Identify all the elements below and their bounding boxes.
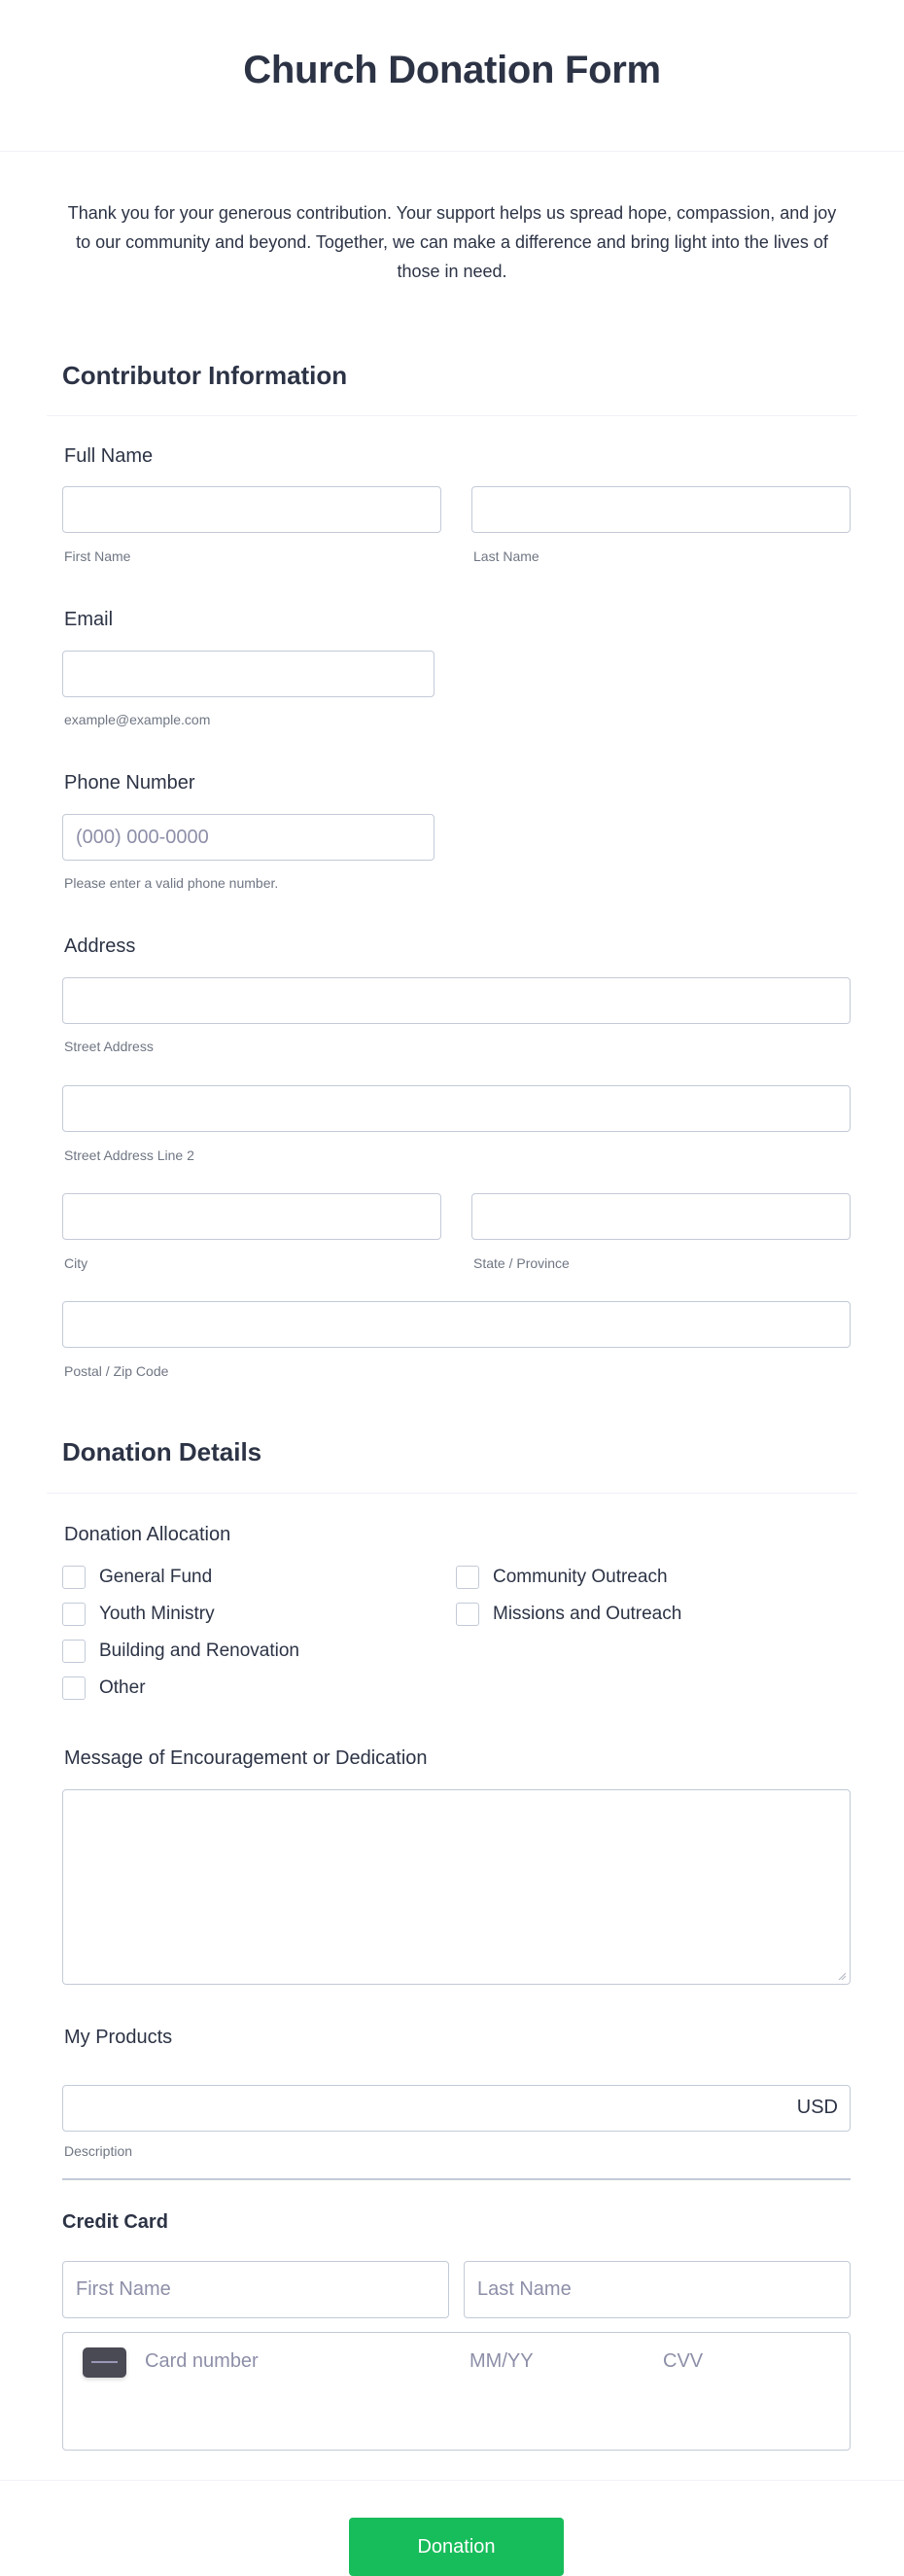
- first-name-sublabel: First Name: [64, 548, 131, 564]
- phone-input[interactable]: [62, 814, 435, 861]
- credit-card-title: Credit Card: [62, 2211, 168, 2233]
- products-divider: [62, 2178, 851, 2180]
- allocation-label: Donation Allocation: [64, 1524, 231, 1545]
- product-amount-input[interactable]: [62, 2085, 851, 2132]
- phone-placeholder: (000) 000-0000: [76, 827, 209, 848]
- cc-first-name-placeholder: First Name: [76, 2278, 171, 2300]
- cc-first-name-input[interactable]: [62, 2261, 449, 2318]
- page-title: Church Donation Form: [243, 49, 661, 91]
- section-divider: [47, 1493, 857, 1494]
- email-label: Email: [64, 609, 114, 630]
- checkbox-box[interactable]: [62, 1566, 86, 1589]
- checkbox-youth-ministry[interactable]: [62, 1603, 215, 1626]
- checkbox-label: Other: [99, 1677, 146, 1698]
- checkbox-box[interactable]: [62, 1603, 86, 1626]
- section-divider: [47, 415, 857, 416]
- product-description: Description: [64, 2143, 133, 2159]
- phone-sublabel: Please enter a valid phone number.: [64, 875, 279, 891]
- cc-last-name-input[interactable]: [464, 2261, 851, 2318]
- city-input[interactable]: [62, 1193, 441, 1240]
- checkbox-label: Community Outreach: [493, 1567, 668, 1587]
- message-textarea[interactable]: [62, 1789, 851, 1985]
- state-input[interactable]: [471, 1193, 851, 1240]
- postal-code-input[interactable]: [62, 1301, 851, 1348]
- checkbox-box[interactable]: [62, 1676, 86, 1700]
- checkbox-box[interactable]: [456, 1603, 479, 1626]
- email-input[interactable]: [62, 651, 435, 697]
- footer-divider: [0, 2480, 904, 2481]
- email-sublabel: example@example.com: [64, 712, 211, 727]
- street-address-line2-sublabel: Street Address Line 2: [64, 1147, 194, 1163]
- section-title-contributor: Contributor Information: [62, 361, 348, 390]
- checkbox-box[interactable]: [456, 1566, 479, 1589]
- card-details-field[interactable]: [62, 2332, 851, 2451]
- expiry-input[interactable]: MM/YY: [469, 2350, 534, 2372]
- checkbox-community-outreach[interactable]: [456, 1566, 668, 1589]
- header-divider: [0, 151, 904, 152]
- cc-last-name-placeholder: Last Name: [477, 2278, 572, 2300]
- cvv-input[interactable]: CVV: [663, 2350, 704, 2372]
- address-label: Address: [64, 935, 136, 957]
- checkbox-label: Youth Ministry: [99, 1604, 215, 1624]
- checkbox-building-renovation[interactable]: [62, 1640, 299, 1663]
- checkbox-missions-outreach[interactable]: [456, 1603, 681, 1626]
- products-label: My Products: [64, 2027, 173, 2048]
- intro-text: Thank you for your generous contribution. Your support helps us spread hope, compassion, and joy to our community and beyond. Together, we can make a difference and bring light into the lives of those in need.: [67, 203, 837, 281]
- checkbox-label: General Fund: [99, 1567, 213, 1587]
- checkbox-general-fund[interactable]: [62, 1566, 212, 1589]
- postal-code-sublabel: Postal / Zip Code: [64, 1363, 169, 1379]
- currency-label: USD: [796, 2097, 838, 2118]
- street-address-input[interactable]: [62, 977, 851, 1024]
- donation-submit-button[interactable]: Donation: [349, 2518, 564, 2576]
- state-sublabel: State / Province: [473, 1255, 570, 1271]
- message-label: Message of Encouragement or Dedication: [64, 1747, 428, 1769]
- phone-label: Phone Number: [64, 772, 195, 794]
- checkbox-label: Missions and Outreach: [493, 1604, 682, 1624]
- section-title-donation: Donation Details: [62, 1437, 262, 1466]
- first-name-input[interactable]: [62, 486, 441, 533]
- card-number-input[interactable]: Card number: [145, 2350, 259, 2372]
- full-name-label: Full Name: [64, 445, 154, 467]
- credit-card-icon: [83, 2347, 126, 2378]
- last-name-input[interactable]: [471, 486, 851, 533]
- resize-handle-icon[interactable]: [838, 1972, 846, 1980]
- street-address-sublabel: Street Address: [64, 1039, 154, 1054]
- checkbox-label: Building and Renovation: [99, 1641, 299, 1661]
- city-sublabel: City: [64, 1255, 88, 1271]
- checkbox-box[interactable]: [62, 1640, 86, 1663]
- checkbox-other[interactable]: [62, 1676, 146, 1700]
- street-address-line2-input[interactable]: [62, 1085, 851, 1132]
- last-name-sublabel: Last Name: [473, 548, 539, 564]
